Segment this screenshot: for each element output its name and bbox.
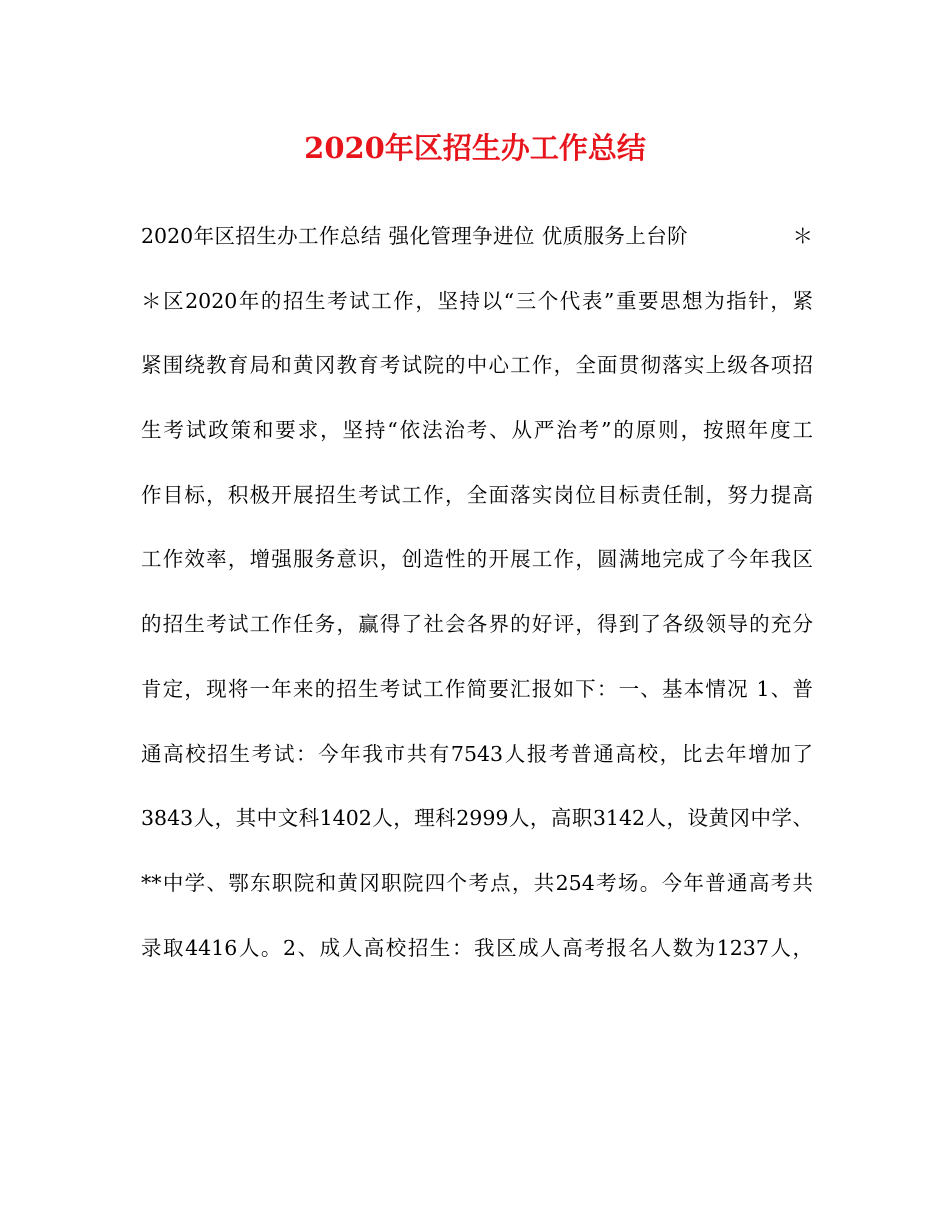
body-line: 3843人，其中文科1402人，理科2999人，高职3142人，设黄冈中学、: [141, 806, 813, 831]
body-line: 生考试政策和要求，坚持“依法治考、从严治考”的原则，按照年度工: [141, 418, 813, 443]
body-line: 肯定，现将一年来的招生考试工作简要汇报如下：一、基本情况 1、普: [141, 676, 813, 701]
body-line: 紧围绕教育局和黄冈教育考试院的中心工作，全面贯彻落实上级各项招: [141, 353, 813, 378]
body-line: 2020年区招生办工作总结 强化管理争进位 优质服务上台阶 ＊: [141, 224, 813, 248]
document-body: [141, 218, 813, 994]
body-line: 作目标，积极开展招生考试工作，全面落实岗位目标责任制，努力提高: [141, 482, 813, 507]
body-line: 工作效率，增强服务意识，创造性的开展工作，圆满地完成了今年我区: [141, 547, 813, 572]
body-line: 通高校招生考试：今年我市共有7543人报考普通高校，比去年增加了: [141, 741, 813, 766]
document-title: 2020年区招生办工作总结: [304, 131, 646, 165]
body-line: 录取4416人。2、成人高校招生：我区成人高考报名人数为1237人，: [141, 935, 813, 960]
body-line: 的招生考试工作任务，赢得了社会各界的好评，得到了各级领导的充分: [141, 612, 813, 637]
body-line: ＊区2020年的招生考试工作，坚持以“三个代表”重要思想为指针，紧: [141, 288, 813, 313]
body-line: **中学、鄂东职院和黄冈职院四个考点，共254考场。今年普通高考共: [141, 870, 813, 895]
